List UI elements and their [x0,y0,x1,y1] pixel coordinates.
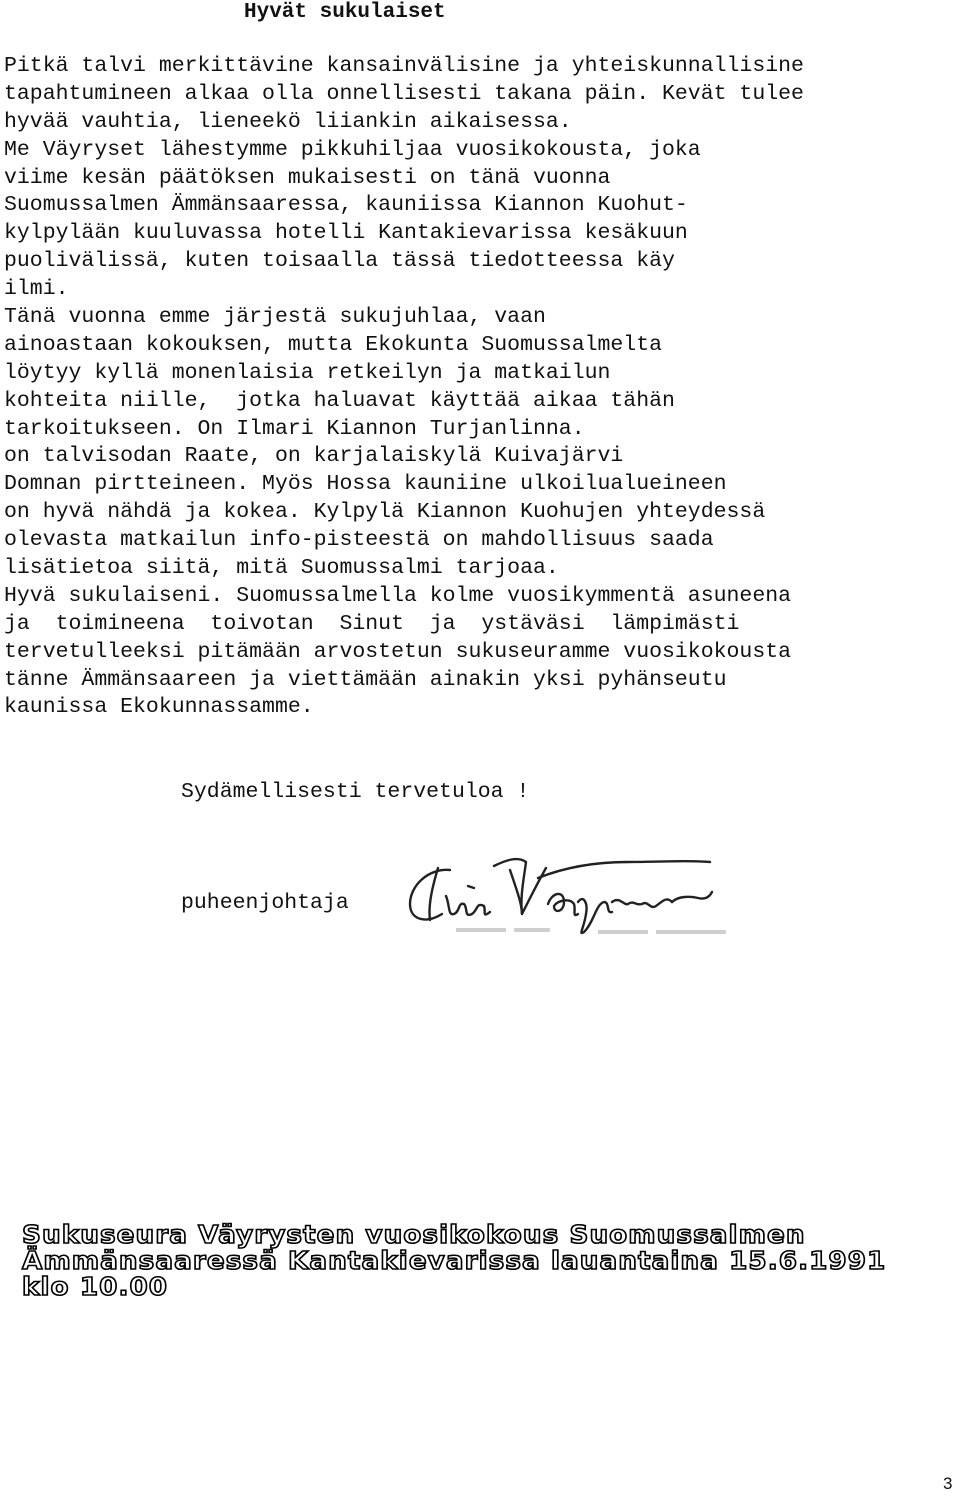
body-line: on hyvä nähdä ja kokea. Kylpylä Kiannon Kuohujen yhteydessä [4,500,766,525]
body-line: viime kesän päätöksen mukaisesti on tänä vuonna [4,165,611,190]
body-line: ilmi. [4,277,69,302]
body-line: tervetulleeksi pitämään arvostetun sukuseuramme vuosikokousta [4,639,792,664]
body-line: kylpylään kuuluvassa hotelli Kantakievarissa kesäkuun [4,221,688,246]
body-line: Domnan pirtteineen. Myös Hossa kauniine ulkoilualueineen [4,472,727,497]
stamp-line: Ämmänsaaressä Kantakievarissa lauantaina 15.6.1991 [22,1246,887,1275]
body-line: ja toimineena toivotan Sinut ja ystäväsi lämpimästi [4,611,740,636]
body-line: Tänä vuonna emme järjestä sukujuhlaa, vaan [4,305,546,330]
body-line: tänne Ämmänsaareen ja viettämään ainakin yksi pyhänseutu [4,667,727,692]
body-line: tapahtumineen alkaa olla onnellisesti takana päin. Kevät tulee [4,81,804,106]
closing-greeting: Sydämellisesti tervetuloa ! [181,780,530,804]
page-title: Hyvät sukulaiset [244,1,446,24]
stamp-line: Sukuseura Väyrysten vuosikokous Suomussalmen [22,1220,806,1249]
meeting-stamp [22,1222,960,1300]
body-line: Pitkä talvi merkittävine kansainvälisine ja yhteiskunnallisine [4,54,804,78]
body-line: Me Väyryset lähestymme pikkuhiljaa vuosikokousta, joka [4,137,701,162]
body-line: Suomussalmen Ämmänsaaressa, kauniissa Kiannon Kuohut- [4,193,688,218]
signature-image [398,848,743,948]
signer-role: puheenjohtaja [181,891,349,915]
body-line: löytyy kyllä monenlaisia retkeilyn ja matkailun [4,360,611,385]
body-line: kaunissa Ekokunnassamme. [4,695,314,720]
body-line: hyvää vauhtia, lieneekö liiankin aikaisessa. [4,109,572,134]
body-line: lisätietoa siitä, mitä Suomussalmi tarjoaa. [4,556,559,581]
body-line: ainoastaan kokouksen, mutta Ekokunta Suomussalmelta [4,332,663,357]
stamp-line: klo 10.00 [22,1272,169,1301]
body-line: kohteita niille, jotka haluavat käyttää aikaa tähän [4,388,675,413]
body-line: tarkoitukseen. On Ilmari Kiannon Turjanlinna. [4,416,585,441]
body-line: puolivälissä, kuten toisaalla tässä tiedotteessa käy [4,249,675,274]
body-line: olevasta matkailun info-pisteestä on mahdollisuus saada [4,528,714,553]
letter-body [4,53,956,722]
page-number: 3 [943,1474,953,1493]
body-line: on talvisodan Raate, on karjalaiskylä Kuivajärvi [4,444,624,469]
body-line: Hyvä sukulaiseni. Suomussalmella kolme vuosikymmentä asuneena [4,583,792,608]
